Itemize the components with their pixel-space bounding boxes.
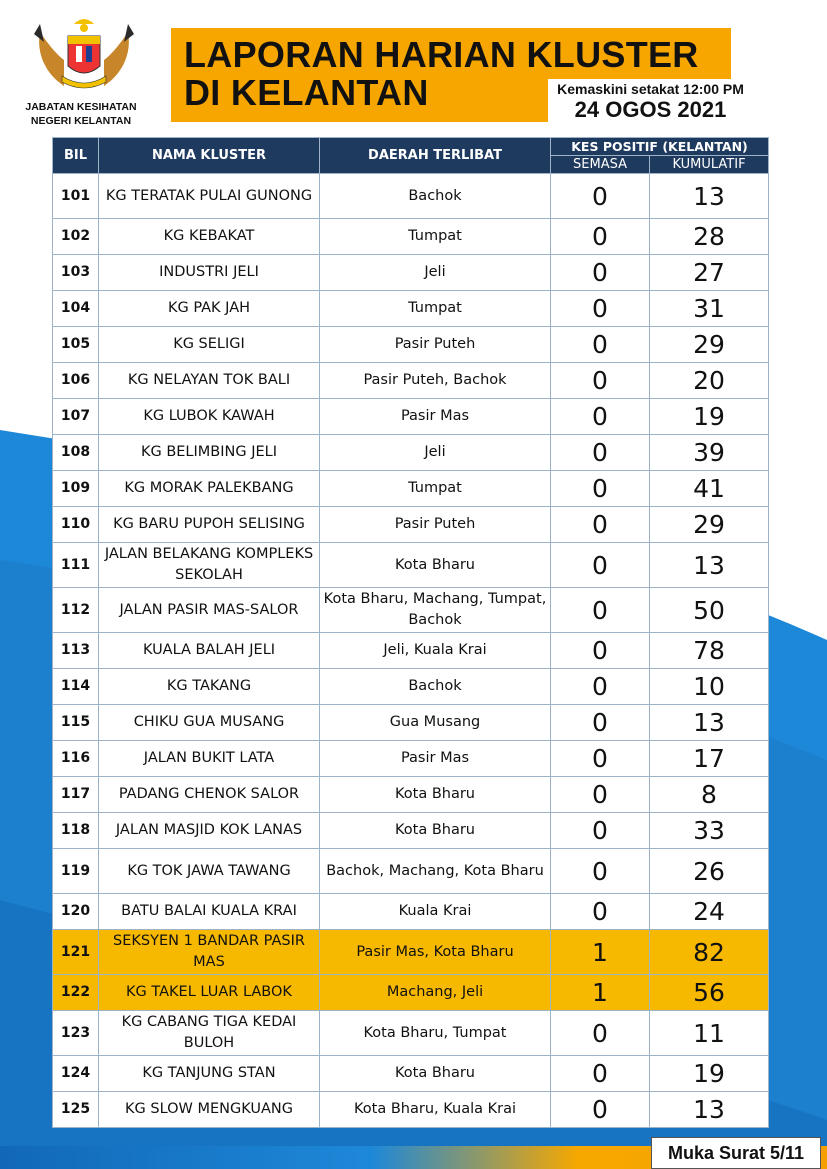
cell-daerah: Bachok, Machang, Kota Bharu xyxy=(320,849,551,894)
cell-daerah: Kota Bharu xyxy=(320,1056,551,1092)
table-row xyxy=(53,633,769,669)
coat-of-arms-logo xyxy=(26,14,142,94)
cell-semasa: 0 xyxy=(551,1011,650,1056)
report-date: 24 OGOS 2021 xyxy=(574,97,727,122)
cell-bil: 105 xyxy=(53,327,99,363)
cell-daerah: Pasir Mas xyxy=(320,741,551,777)
cell-daerah: Pasir Mas xyxy=(320,399,551,435)
cell-kumulatif: 28 xyxy=(650,219,769,255)
cell-nama: KG KEBAKAT xyxy=(99,219,320,255)
cell-semasa: 0 xyxy=(551,291,650,327)
cell-semasa: 0 xyxy=(551,327,650,363)
agency-name xyxy=(10,100,152,128)
cell-semasa: 0 xyxy=(551,219,650,255)
cell-kumulatif: 33 xyxy=(650,813,769,849)
table-row xyxy=(53,219,769,255)
cell-daerah: Pasir Puteh xyxy=(320,507,551,543)
date-box xyxy=(548,79,753,124)
table-row xyxy=(53,543,769,588)
cell-nama: KG TANJUNG STAN xyxy=(99,1056,320,1092)
cell-daerah: Jeli xyxy=(320,255,551,291)
cell-kumulatif: 78 xyxy=(650,633,769,669)
table-row xyxy=(53,1056,769,1092)
cell-kumulatif: 13 xyxy=(650,543,769,588)
col-header-bil: BIL xyxy=(53,138,99,174)
cell-nama: KG BARU PUPOH SELISING xyxy=(99,507,320,543)
table-row xyxy=(53,741,769,777)
cell-semasa: 0 xyxy=(551,741,650,777)
table-row xyxy=(53,705,769,741)
agency-name-line1: JABATAN KESIHATAN xyxy=(25,101,137,113)
cell-bil: 112 xyxy=(53,588,99,633)
table-row xyxy=(53,1011,769,1056)
table-body xyxy=(53,174,769,1128)
cell-bil: 111 xyxy=(53,543,99,588)
cell-daerah: Kota Bharu, Machang, Tumpat, Bachok xyxy=(320,588,551,633)
cell-nama: JALAN BELAKANG KOMPLEKS SEKOLAH xyxy=(99,543,320,588)
cell-semasa: 0 xyxy=(551,399,650,435)
cell-nama: KG MORAK PALEKBANG xyxy=(99,471,320,507)
cell-semasa: 0 xyxy=(551,894,650,930)
cell-semasa: 1 xyxy=(551,930,650,975)
cell-daerah: Kuala Krai xyxy=(320,894,551,930)
cell-bil: 118 xyxy=(53,813,99,849)
cell-semasa: 0 xyxy=(551,174,650,219)
cell-semasa: 0 xyxy=(551,507,650,543)
cell-kumulatif: 11 xyxy=(650,1011,769,1056)
cell-semasa: 0 xyxy=(551,471,650,507)
cell-bil: 116 xyxy=(53,741,99,777)
col-header-nama: NAMA KLUSTER xyxy=(99,138,320,174)
cell-kumulatif: 39 xyxy=(650,435,769,471)
cell-nama: KG TAKEL LUAR LABOK xyxy=(99,975,320,1011)
cell-kumulatif: 17 xyxy=(650,741,769,777)
cell-semasa: 0 xyxy=(551,669,650,705)
cell-nama: KG SELIGI xyxy=(99,327,320,363)
cell-semasa: 0 xyxy=(551,633,650,669)
cell-nama: KUALA BALAH JELI xyxy=(99,633,320,669)
cell-kumulatif: 31 xyxy=(650,291,769,327)
cell-kumulatif: 13 xyxy=(650,705,769,741)
cell-semasa: 0 xyxy=(551,1092,650,1128)
cell-bil: 120 xyxy=(53,894,99,930)
cell-nama: KG BELIMBING JELI xyxy=(99,435,320,471)
table-row xyxy=(53,930,769,975)
page-title-line1: LAPORAN HARIAN KLUSTER xyxy=(184,34,699,75)
cell-kumulatif: 26 xyxy=(650,849,769,894)
cell-daerah: Tumpat xyxy=(320,471,551,507)
cell-kumulatif: 13 xyxy=(650,1092,769,1128)
cell-bil: 122 xyxy=(53,975,99,1011)
cell-semasa: 0 xyxy=(551,255,650,291)
cell-semasa: 0 xyxy=(551,588,650,633)
cell-kumulatif: 56 xyxy=(650,975,769,1011)
cell-bil: 119 xyxy=(53,849,99,894)
cell-daerah: Kota Bharu xyxy=(320,543,551,588)
cluster-table xyxy=(52,137,769,1128)
col-header-daerah: DAERAH TERLIBAT xyxy=(320,138,551,174)
table-row xyxy=(53,813,769,849)
cell-semasa: 0 xyxy=(551,1056,650,1092)
table-row xyxy=(53,291,769,327)
cell-nama: KG LUBOK KAWAH xyxy=(99,399,320,435)
cell-semasa: 0 xyxy=(551,363,650,399)
table-row xyxy=(53,669,769,705)
table-row xyxy=(53,174,769,219)
cell-bil: 113 xyxy=(53,633,99,669)
cell-bil: 107 xyxy=(53,399,99,435)
cell-semasa: 0 xyxy=(551,777,650,813)
cell-bil: 106 xyxy=(53,363,99,399)
cell-semasa: 0 xyxy=(551,813,650,849)
cell-bil: 102 xyxy=(53,219,99,255)
cell-semasa: 0 xyxy=(551,435,650,471)
cell-kumulatif: 19 xyxy=(650,399,769,435)
cell-semasa: 1 xyxy=(551,975,650,1011)
cell-kumulatif: 24 xyxy=(650,894,769,930)
cell-daerah: Jeli xyxy=(320,435,551,471)
cell-kumulatif: 13 xyxy=(650,174,769,219)
page-title-line2: DI KELANTAN xyxy=(184,72,429,113)
cell-kumulatif: 50 xyxy=(650,588,769,633)
cell-bil: 125 xyxy=(53,1092,99,1128)
table-row xyxy=(53,1092,769,1128)
cell-kumulatif: 19 xyxy=(650,1056,769,1092)
cell-daerah: Bachok xyxy=(320,174,551,219)
cell-bil: 124 xyxy=(53,1056,99,1092)
cell-bil: 123 xyxy=(53,1011,99,1056)
cell-daerah: Pasir Puteh xyxy=(320,327,551,363)
cell-nama: BATU BALAI KUALA KRAI xyxy=(99,894,320,930)
cell-kumulatif: 82 xyxy=(650,930,769,975)
page-number: Muka Surat 5/11 xyxy=(651,1137,821,1169)
cell-kumulatif: 8 xyxy=(650,777,769,813)
table-row xyxy=(53,255,769,291)
cell-bil: 104 xyxy=(53,291,99,327)
cell-bil: 114 xyxy=(53,669,99,705)
cell-daerah: Kota Bharu xyxy=(320,777,551,813)
table-row xyxy=(53,588,769,633)
cell-nama: CHIKU GUA MUSANG xyxy=(99,705,320,741)
cell-daerah: Pasir Mas, Kota Bharu xyxy=(320,930,551,975)
cell-daerah: Pasir Puteh, Bachok xyxy=(320,363,551,399)
cell-nama: KG NELAYAN TOK BALI xyxy=(99,363,320,399)
cell-semasa: 0 xyxy=(551,849,650,894)
cell-semasa: 0 xyxy=(551,705,650,741)
table-row xyxy=(53,471,769,507)
cell-daerah: Jeli, Kuala Krai xyxy=(320,633,551,669)
cell-daerah: Kota Bharu, Kuala Krai xyxy=(320,1092,551,1128)
cell-daerah: Kota Bharu, Tumpat xyxy=(320,1011,551,1056)
cell-bil: 103 xyxy=(53,255,99,291)
cell-nama: SEKSYEN 1 BANDAR PASIR MAS xyxy=(99,930,320,975)
cell-bil: 121 xyxy=(53,930,99,975)
cell-bil: 110 xyxy=(53,507,99,543)
cell-daerah: Bachok xyxy=(320,669,551,705)
cell-daerah: Gua Musang xyxy=(320,705,551,741)
table-row xyxy=(53,849,769,894)
cell-daerah: Kota Bharu xyxy=(320,813,551,849)
table-row xyxy=(53,777,769,813)
cell-nama: KG CABANG TIGA KEDAI BULOH xyxy=(99,1011,320,1056)
col-header-semasa: SEMASA xyxy=(551,156,650,174)
updated-label: Kemaskini setakat 12:00 PM xyxy=(557,81,744,97)
cell-daerah: Machang, Jeli xyxy=(320,975,551,1011)
cell-nama: JALAN BUKIT LATA xyxy=(99,741,320,777)
cell-bil: 101 xyxy=(53,174,99,219)
cell-kumulatif: 10 xyxy=(650,669,769,705)
cell-bil: 109 xyxy=(53,471,99,507)
col-header-kumulatif: KUMULATIF xyxy=(650,156,769,174)
table-row xyxy=(53,975,769,1011)
cell-bil: 117 xyxy=(53,777,99,813)
cell-bil: 115 xyxy=(53,705,99,741)
cell-nama: KG PAK JAH xyxy=(99,291,320,327)
cell-nama: KG SLOW MENGKUANG xyxy=(99,1092,320,1128)
cell-nama: KG TOK JAWA TAWANG xyxy=(99,849,320,894)
agency-name-line2: NEGERI KELANTAN xyxy=(30,115,132,127)
table-row xyxy=(53,507,769,543)
cell-nama: PADANG CHENOK SALOR xyxy=(99,777,320,813)
cell-daerah: Tumpat xyxy=(320,291,551,327)
cell-kumulatif: 27 xyxy=(650,255,769,291)
table-row xyxy=(53,399,769,435)
cell-nama: JALAN PASIR MAS-SALOR xyxy=(99,588,320,633)
cell-kumulatif: 29 xyxy=(650,327,769,363)
table-row xyxy=(53,435,769,471)
cell-nama: KG TAKANG xyxy=(99,669,320,705)
cell-nama: KG TERATAK PULAI GUNONG xyxy=(99,174,320,219)
cell-semasa: 0 xyxy=(551,543,650,588)
cell-nama: JALAN MASJID KOK LANAS xyxy=(99,813,320,849)
table-row xyxy=(53,327,769,363)
cell-nama: INDUSTRI JELI xyxy=(99,255,320,291)
table-row xyxy=(53,894,769,930)
cell-kumulatif: 41 xyxy=(650,471,769,507)
cell-daerah: Tumpat xyxy=(320,219,551,255)
table-row xyxy=(53,363,769,399)
cell-bil: 108 xyxy=(53,435,99,471)
cell-kumulatif: 20 xyxy=(650,363,769,399)
col-header-kes: KES POSITIF (KELANTAN) xyxy=(551,138,769,156)
cell-kumulatif: 29 xyxy=(650,507,769,543)
